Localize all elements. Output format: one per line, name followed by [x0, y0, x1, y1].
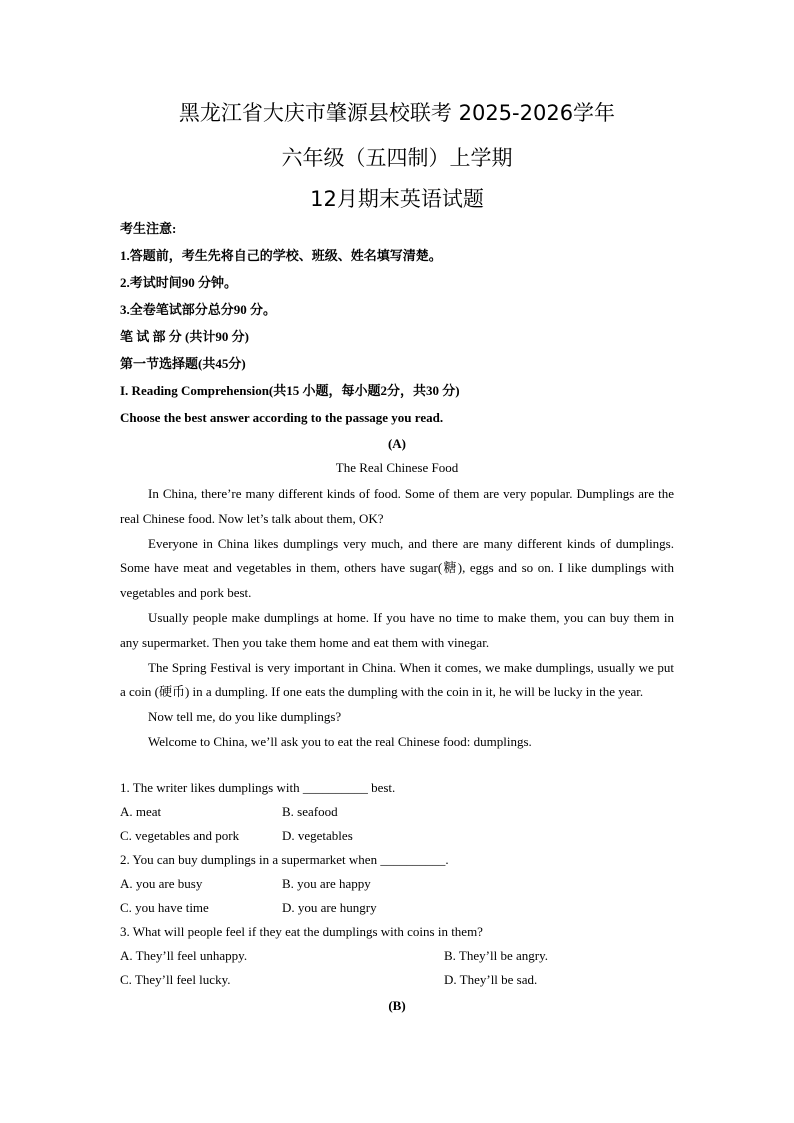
notes-item-2: 2.考试时间90 分钟。	[120, 275, 238, 290]
option-row	[120, 970, 680, 994]
passage-paragraph: Now tell me, do you like dumplings?	[148, 709, 342, 725]
exam-title-line3: 12月期末英语试题	[310, 187, 484, 211]
passage-a-title: The Real Chinese Food	[335, 460, 459, 475]
option-a: A. They’ll feel unhappy.	[120, 948, 248, 963]
option-b: B. They’ll be angry.	[444, 948, 548, 963]
option-b: B. you are happy	[282, 876, 371, 891]
section-heading: 第一节选择题(共45分)	[120, 356, 246, 371]
passage-paragraph: Everyone in China likes dumplings very much, and there are many different kinds of dumplings. Some have meat and vegetables in them, others have sugar(糖), eggs and so on. I like dumplings with vegetables and pork best.	[120, 535, 674, 601]
passage-b-label: (B)	[388, 998, 406, 1013]
question-stem: 2. You can buy dumplings in a supermarket when __________.	[120, 852, 449, 867]
written-part-heading: 笔 试 部 分 (共计90 分)	[120, 329, 249, 344]
option-a: A. meat	[120, 804, 162, 819]
question-stem: 3. What will people feel if they eat the dumplings with coins in them?	[120, 924, 483, 939]
passage-paragraph: In China, there’re many different kinds of food. Some of them are very popular. Dumplings are the real Chinese food. Now let’s talk about them, OK?	[120, 486, 674, 526]
notes-item-3: 3.全卷笔试部分总分90 分。	[120, 302, 277, 317]
question-stem: 1. The writer likes dumplings with __________ best.	[120, 780, 396, 795]
passage-a-body	[120, 482, 674, 755]
option-row	[120, 826, 680, 850]
option-a: A. you are busy	[120, 876, 203, 891]
question-list	[120, 778, 680, 994]
option-b: B. seafood	[282, 804, 338, 819]
option-d: D. They’ll be sad.	[444, 972, 538, 987]
option-c: C. vegetables and pork	[120, 828, 240, 843]
passage-paragraph: Usually people make dumplings at home. If you have no time to make them, you can buy them in any supermarket. Then you take them home and eat them with vinegar.	[120, 609, 674, 650]
option-row	[120, 898, 680, 922]
passage-a-label: (A)	[387, 436, 407, 451]
instruction: Choose the best answer according to the passage you read.	[120, 410, 444, 425]
exam-title-line1: 黑龙江省大庆市肇源县校联考 2025-2026学年	[178, 101, 616, 125]
exam-title-line2: 六年级（五四制）上学期	[281, 146, 513, 170]
option-row	[120, 874, 680, 898]
reading-heading: I. Reading Comprehension(共15 小题，每小题2分，共30 分)	[120, 383, 460, 398]
option-d: D. you are hungry	[282, 900, 377, 915]
notes-item-1: 1.答题前，考生先将自己的学校、班级、姓名填写清楚。	[120, 248, 442, 263]
option-c: C. you have time	[120, 900, 209, 915]
passage-paragraph: The Spring Festival is very important in China. When it comes, we make dumplings, usually we put a coin (硬币) in a dumpling. If one eats the dumpling with the coin in it, he will be lucky in the year.	[120, 659, 674, 700]
option-c: C. They’ll feel lucky.	[120, 972, 231, 987]
option-row	[120, 946, 680, 970]
notes-heading: 考生注意:	[120, 221, 177, 236]
exam-notes	[120, 219, 680, 435]
option-d: D. vegetables	[282, 828, 353, 843]
option-row	[120, 802, 680, 826]
passage-paragraph: Welcome to China, we’ll ask you to eat the real Chinese food: dumplings.	[148, 733, 532, 749]
